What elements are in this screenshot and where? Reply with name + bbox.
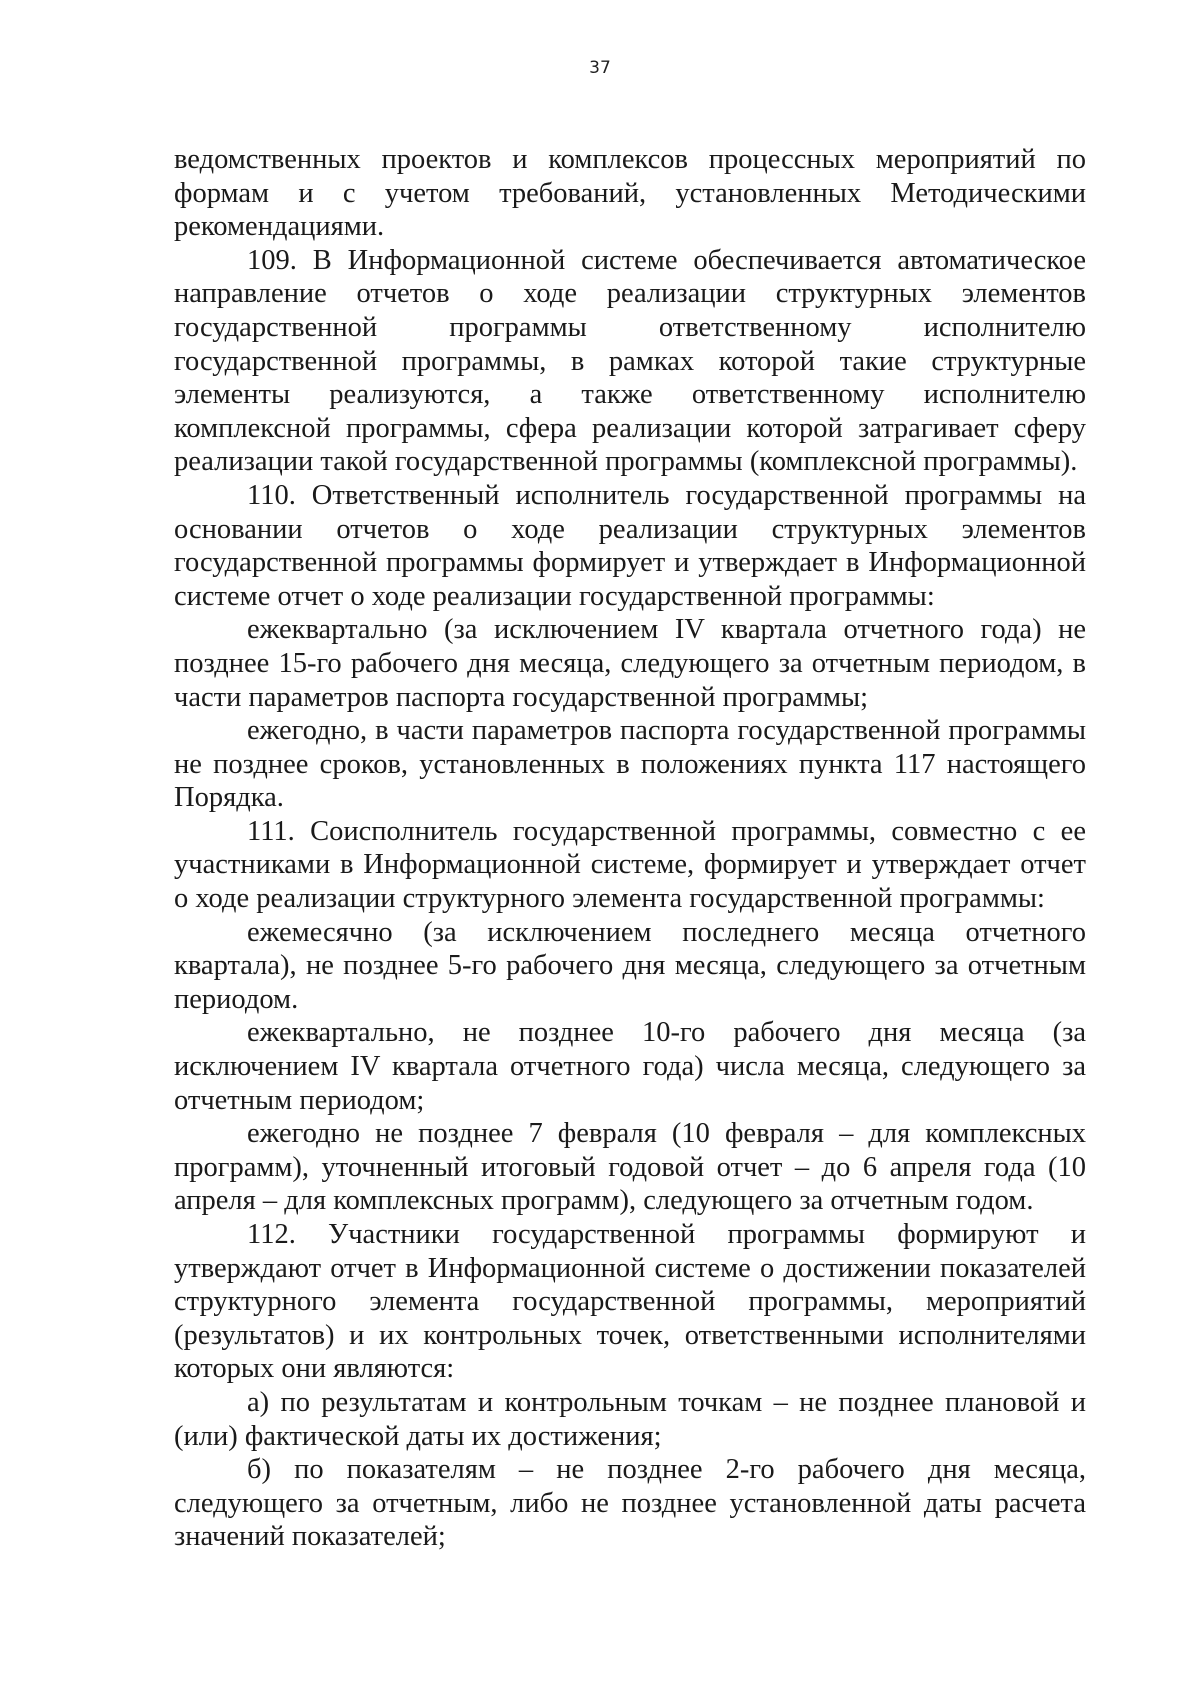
paragraph-111: 111. Соисполнитель государственной программы, совместно с ее участниками в Информационной системе, формирует и утверждает отчет о ходе реализации структурного элемента государственной программы:: [174, 815, 1086, 915]
paragraph-111-annual: ежегодно не позднее 7 февраля (10 февраля – для комплексных программ), уточненный итоговый годовой отчет – до 6 апреля года (10 апреля – для комплексных программ), следующего за отчетным годом.: [174, 1118, 1086, 1217]
paragraph-111-monthly: ежемесячно (за исключением последнего месяца отчетного квартала), не позднее 5-го рабочего дня месяца, следующего за отчетным периодом.: [174, 916, 1086, 1015]
paragraph-112-b: б) по показателям – не позднее 2-го рабочего дня месяца, следующего за отчетным, либо не позднее установленной даты расчета значений показателей;: [174, 1454, 1086, 1553]
paragraph-109: 109. В Информационной системе обеспечивается автоматическое направление отчетов о ходе реализации структурных элементов государственной программы ответственному исполнителю государственной программы, в рамках которой такие структурные элементы реализуются, а также ответственному исполнителю комплексной программы, сфера реализации которой затрагивает сферу реализации такой государственной программы (комплексной программы).: [174, 244, 1086, 478]
paragraph-110-quarterly: ежеквартально (за исключением IV квартала отчетного года) не позднее 15-го рабочего дня месяца, следующего за отчетным периодом, в части параметров паспорта государственной программы;: [174, 614, 1086, 713]
paragraph-110-annual: ежегодно, в части параметров паспорта государственной программы не позднее сроков, установленных в положениях пункта 117 настоящего Порядка.: [174, 715, 1086, 814]
page-number: 37: [589, 58, 611, 78]
paragraph-intro-continuation: ведомственных проектов и комплексов процессных мероприятий по формам и с учетом требований, установленных Методическими рекомендациями.: [174, 144, 1086, 243]
paragraph-112: 112. Участники государственной программы формируют и утверждают отчет в Информационной системе о достижении показателей структурного элемента государственной программы, мероприятий (результатов) и их контрольных точек, ответственными исполнителями которых они являются:: [174, 1219, 1086, 1385]
paragraph-112-a: а) по результатам и контрольным точкам – не позднее плановой и (или) фактической даты их достижения;: [174, 1386, 1086, 1452]
paragraph-110: 110. Ответственный исполнитель государственной программы на основании отчетов о ходе реализации структурных элементов государственной программы формирует и утверждает в Информационной системе отчет о ходе реализации государственной программы:: [174, 479, 1086, 612]
paragraph-111-quarterly: ежеквартально, не позднее 10-го рабочего дня месяца (за исключением IV квартала отчетного года) числа месяца, следующего за отчетным периодом;: [174, 1017, 1086, 1116]
body-text: [174, 143, 1086, 1554]
